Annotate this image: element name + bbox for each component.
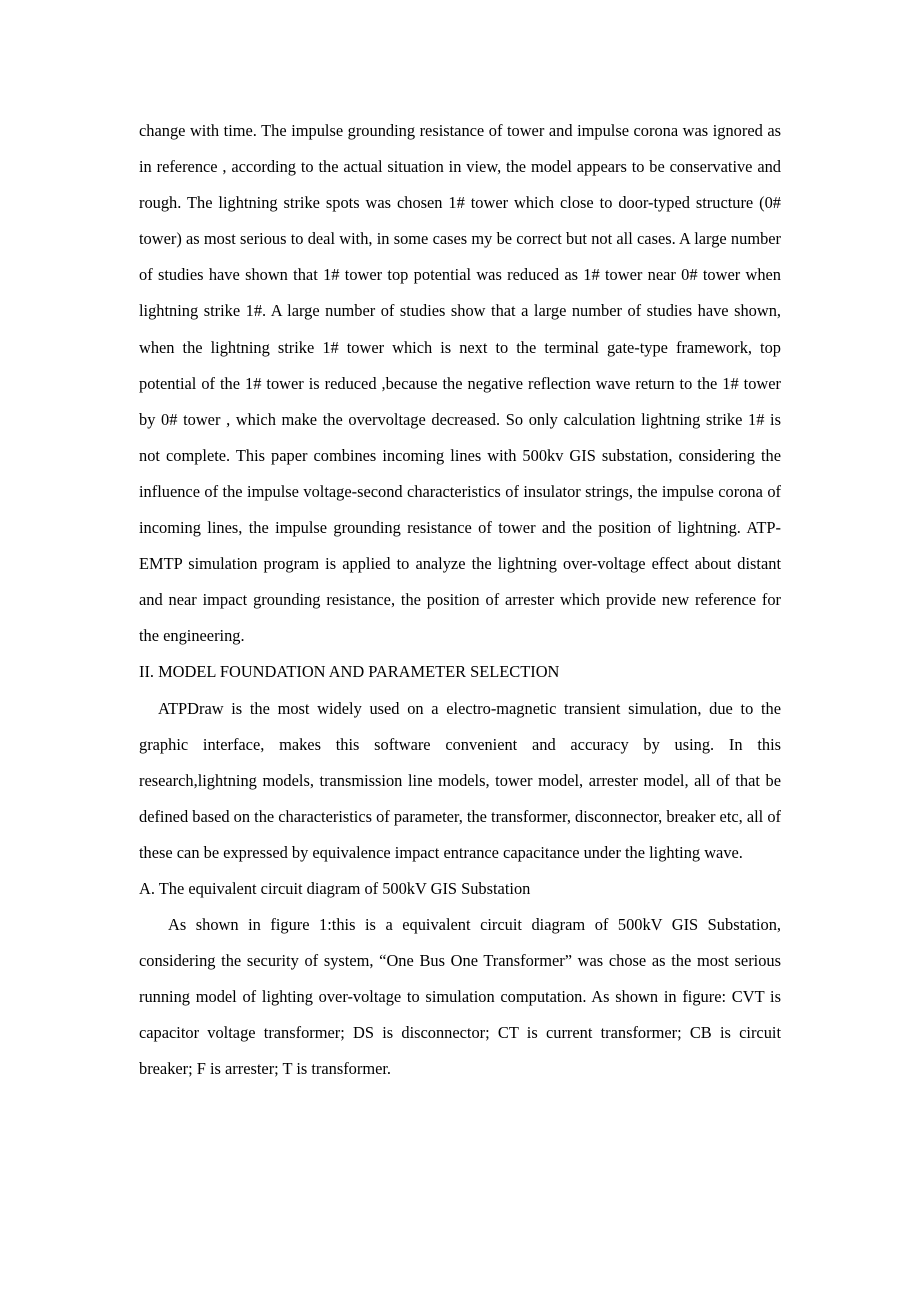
body-paragraph-intro: change with time. The impulse grounding resistance of tower and impulse corona was ignored as in reference , according to the actual situation in view, the model appears to be conservative and rough. The lightning strike spots was chosen 1# tower which close to door-typed structure (0# tower) as most serious to deal with, in some cases my be correct but not all cases. A large number of studies have shown that 1# tower top potential was reduced as 1# tower near 0# tower when lightning strike 1#. A large number of studies show that a large number of studies have shown, when the lightning strike 1# tower which is next to the terminal gate-type framework, top potential of the 1# tower is reduced ,because the negative reflection wave return to the 1# tower by 0# tower , which make the overvoltage decreased. So only calculation lightning strike 1# is not complete. This paper combines incoming lines with 500kv GIS substation, considering the influence of the impulse voltage-second characteristics of insulator strings, the impulse corona of incoming lines, the impulse grounding resistance of tower and the position of lightning. ATP-EMTP simulation program is applied to analyze the lightning over-voltage effect about distant and near impact grounding resistance, the position of arrester which provide new reference for the engineering.: [139, 121, 781, 646]
document-page: [139, 113, 781, 1088]
body-paragraph-atpdraw: ATPDraw is the most widely used on a electro-magnetic transient simulation, due to the graphic interface, makes this software convenient and accuracy by using. In this research,lightning models, transmission line models, tower model, arrester model, all of that be defined based on the characteristics of parameter, the transformer, disconnector, breaker etc, all of these can be expressed by equivalence impact entrance capacitance under the lighting wave.: [139, 698, 781, 862]
section-heading: II. MODEL FOUNDATION AND PARAMETER SELECTION: [139, 662, 560, 682]
subsection-heading: A. The equivalent circuit diagram of 500kV GIS Substation: [139, 878, 531, 898]
body-paragraph-figure-description: As shown in figure 1:this is a equivalent circuit diagram of 500kV GIS Substation, considering the security of system, “One Bus One Transformer” was chose as the most serious running model of lighting over-voltage to simulation computation. As shown in figure: CVT is capacitor voltage transformer; DS is disconnector; CT is current transformer; CB is circuit breaker; F is arrester; T is transformer.: [139, 915, 781, 1079]
